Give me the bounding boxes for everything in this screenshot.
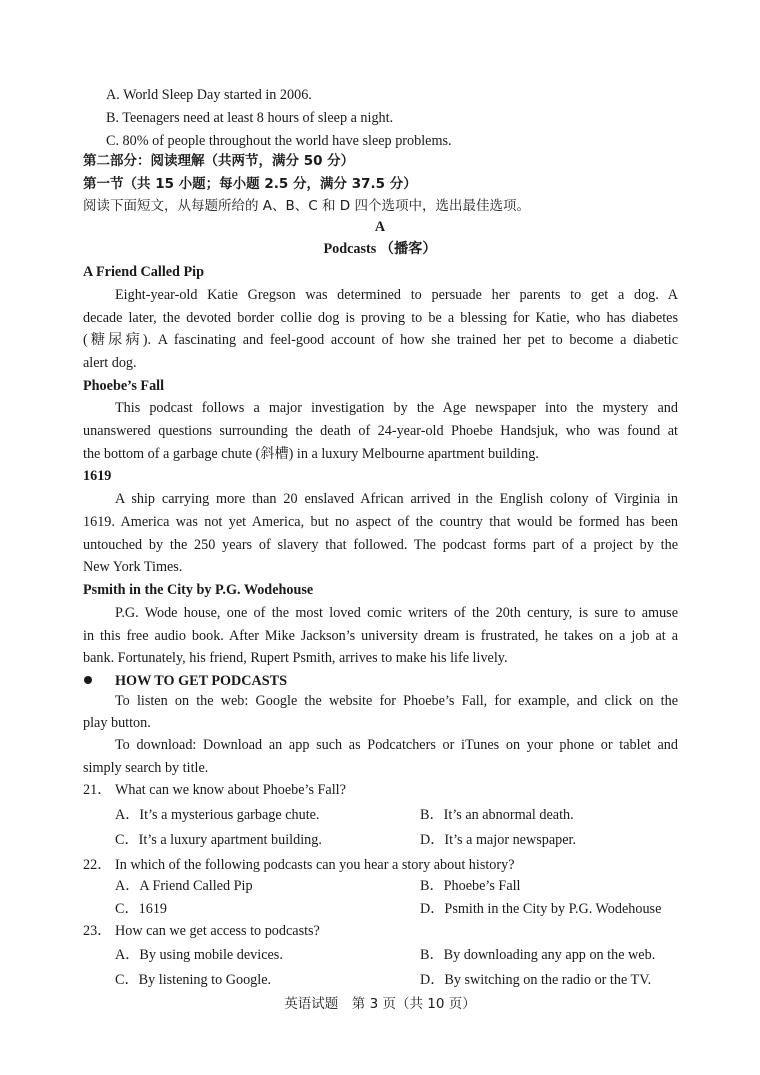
podcast-1619-line-4: New York Times. — [83, 559, 183, 575]
q21-option-d: D．It’s a major newspaper. — [420, 832, 577, 848]
podcast-title-1619: 1619 — [83, 468, 112, 484]
q23-option-a: A．By using mobile devices. — [115, 947, 283, 963]
question-number-23: 23． — [83, 923, 112, 939]
instructions: 阅读下面短文，从每题所给的 A、B、C 和 D 四个选项中，选出最佳选项。 — [83, 198, 530, 214]
podcast-title-phoebe: Phoebe’s Fall — [83, 378, 165, 394]
podcast-phoebe-line-3: the bottom of a garbage chute (斜槽) in a luxury Melbourne apartment building. — [83, 446, 539, 462]
section1-heading: 第一节（共 15 小题；每小题 2.5 分，满分 37.5 分） — [83, 176, 417, 192]
podcast-1619-line-3: untouched by the 250 years of slavery that followed. The podcast forms part of a project by the — [83, 537, 678, 553]
passage-letter: A — [374, 219, 386, 235]
q21-option-a: A．It’s a mysterious garbage chute. — [115, 807, 320, 823]
q21-option-b: B．It’s an abnormal death. — [420, 807, 574, 823]
podcast-pip-line-3: (糖尿病). A fascinating and feel-good account of how she trained her pet to become a diabetic — [83, 332, 678, 348]
podcast-pip-line-2: decade later, the devoted border collie dog is proving to be a blessing for Katie, who has diabetes — [83, 310, 678, 326]
podcast-psmith-line-1: P.G. Wode house, one of the most loved comic writers of the 20th century, is sure to amuse — [115, 605, 678, 621]
passage-title: Podcasts （播客） — [323, 241, 437, 257]
page-footer: 英语试题 第 3 页（共 10 页） — [284, 996, 476, 1012]
podcast-phoebe-line-1: This podcast follows a major investigation by the Age newspaper into the mystery and — [115, 400, 678, 416]
podcast-pip-line-1: Eight-year-old Katie Gregson was determined to persuade her parents to get a dog. A — [115, 287, 678, 303]
q22-option-c: C．1619 — [115, 901, 168, 917]
q21-option-c: C．It’s a luxury apartment building. — [115, 832, 322, 848]
q22-option-d: D．Psmith in the City by P.G. Wodehouse — [420, 901, 662, 917]
podcast-1619-line-1: A ship carrying more than 20 enslaved African arrived in the English colony of Virginia in — [115, 491, 678, 507]
q23-option-c: C．By listening to Google. — [115, 972, 272, 988]
podcast-title-pip: A Friend Called Pip — [83, 264, 204, 280]
part2-heading: 第二部分：阅读理解（共两节，满分 50 分） — [83, 153, 355, 169]
question-stem-21: What can we know about Phoebe’s Fall? — [115, 782, 346, 798]
question-number-21: 21． — [83, 782, 112, 798]
prev-option-c: C. 80% of people throughout the world have sleep problems. — [106, 133, 452, 149]
question-stem-22: In which of the following podcasts can you hear a story about history? — [115, 857, 515, 873]
podcast-psmith-line-3: bank. Fortunately, his friend, Rupert Psmith, arrives to make his life lively. — [83, 650, 508, 666]
podcast-pip-line-4: alert dog. — [83, 355, 137, 371]
how-to-line-4: simply search by title. — [83, 760, 209, 776]
prev-option-b: B. Teenagers need at least 8 hours of sleep a night. — [106, 110, 394, 126]
podcast-title-psmith: Psmith in the City by P.G. Wodehouse — [83, 582, 314, 598]
q22-option-b: B．Phoebe’s Fall — [420, 878, 521, 894]
bullet-icon — [84, 676, 92, 684]
question-stem-23: How can we get access to podcasts? — [115, 923, 320, 939]
prev-option-a: A. World Sleep Day started in 2006. — [106, 87, 312, 103]
q23-option-b: B．By downloading any app on the web. — [420, 947, 656, 963]
podcast-1619-line-2: 1619. America was not yet America, but no aspect of the country that would be formed has been — [83, 514, 678, 530]
q22-option-a: A．A Friend Called Pip — [115, 878, 253, 894]
how-to-line-3: To download: Download an app such as Podcatchers or iTunes on your phone or tablet and — [115, 737, 678, 753]
how-to-line-2: play button. — [83, 715, 151, 731]
how-to-heading: HOW TO GET PODCASTS — [115, 673, 288, 689]
podcast-phoebe-line-2: unanswered questions surrounding the death of 24-year-old Phoebe Handsjuk, who was found at — [83, 423, 678, 439]
podcast-psmith-line-2: in this free audio book. After Mike Jackson’s university dream is frustrated, he takes on a job at a — [83, 628, 678, 644]
q23-option-d: D．By switching on the radio or the TV. — [420, 972, 652, 988]
question-number-22: 22． — [83, 857, 112, 873]
how-to-line-1: To listen on the web: Google the website for Phoebe’s Fall, for example, and click on the — [115, 693, 678, 709]
